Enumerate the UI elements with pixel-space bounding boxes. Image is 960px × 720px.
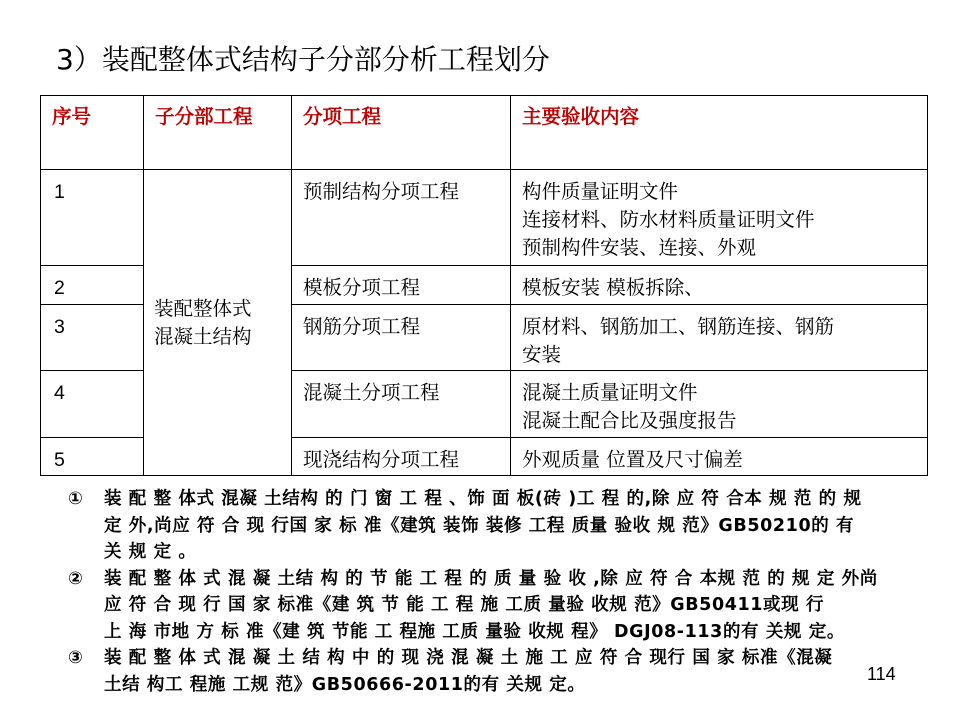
- sub-item-cell: 模板分项工程: [292, 266, 511, 305]
- header-sub-item: 分项工程: [292, 96, 511, 170]
- note-line: 装 配 整 体 式 混 凝 土 结 构 中 的 现 浇 混 凝 土 施 工 应 符 合 现行 国 家 标准《混凝: [104, 648, 833, 668]
- header-acceptance-content: 主要验收内容: [511, 96, 928, 170]
- note-line: 上 海 市地 方 标 准《建 筑 节能 工 程施 工质 量验 收规 程》 DGJ08-113的有 关规 定。: [104, 621, 845, 642]
- sub-division-cell: [144, 170, 292, 476]
- table-header-row: [41, 96, 928, 170]
- notes-list: [68, 486, 924, 698]
- note-item: [68, 566, 924, 646]
- content-line: 连接材料、防水材料质量证明文件: [522, 208, 815, 231]
- content-cell: [511, 170, 928, 266]
- sub-division-line: 装配整体式: [154, 296, 252, 320]
- note-line: 应 符 合 现 行 国 家 标准《建 筑 节 能 工 程 施 工质 量验 收规 范》GB50411或现 行: [104, 595, 825, 615]
- division-table: [40, 95, 928, 476]
- content-line: 混凝土质量证明文件: [522, 381, 698, 404]
- content-cell: [511, 266, 928, 305]
- content-line: 安装: [522, 343, 562, 366]
- note-line: 装 配 整 体 式 混 凝 土结 构 的 节 能 工 程 的 质 量 验 收 ,除 应 符 合 本规 范 的 规 定 外尚: [104, 568, 878, 589]
- note-line: 装 配 整 体式 混凝 土结构 的 门 窗 工 程 、饰 面 板(砖 )工 程 的,除 应 符 合本 规 范 的 规: [104, 489, 862, 509]
- note-item: [68, 645, 924, 698]
- note-marker: ①: [68, 489, 83, 509]
- content-line: 模板安装 模板拆除、: [522, 276, 704, 299]
- sub-item-cell: 钢筋分项工程: [292, 305, 511, 371]
- content-line: 混凝土配合比及强度报告: [522, 409, 737, 432]
- note-marker: ③: [68, 648, 83, 668]
- sub-item-cell: 预制结构分项工程: [292, 170, 511, 266]
- page-number: 114: [867, 664, 896, 684]
- sub-item-cell: 现浇结构分项工程: [292, 438, 511, 476]
- note-line: 土结 构工 程施 工规 范》GB50666-2011的有 关规 定。: [104, 674, 586, 695]
- content-line: 预制构件安装、连接、外观: [522, 236, 757, 259]
- note-marker: ②: [68, 568, 83, 589]
- row-number: 1: [41, 170, 144, 266]
- note-line: 定 外,尚应 符 合 现 行国 家 标 准《建筑 装饰 装修 工程 质量 验收 规 范》GB50210的 有: [104, 515, 855, 536]
- note-line: 关 规 定 。: [104, 542, 197, 562]
- slide-title: 3）装配整体式结构子分部分析工程划分: [56, 43, 550, 76]
- sub-division-line: 混凝土结构: [154, 324, 252, 348]
- sub-item-cell: 混凝土分项工程: [292, 371, 511, 438]
- header-serial: 序号: [41, 96, 144, 170]
- row-number: 2: [41, 266, 144, 305]
- content-cell: [511, 438, 928, 476]
- table-row: [41, 170, 928, 266]
- content-cell: [511, 305, 928, 371]
- content-cell: [511, 371, 928, 438]
- note-item: [68, 486, 924, 566]
- content-line: 构件质量证明文件: [522, 180, 679, 203]
- content-line: 原材料、钢筋加工、钢筋连接、钢筋: [522, 315, 835, 338]
- header-sub-division: 子分部工程: [144, 96, 292, 170]
- row-number: 4: [41, 371, 144, 438]
- content-line: 外观质量 位置及尺寸偏差: [522, 448, 743, 471]
- row-number: 5: [41, 438, 144, 476]
- row-number: 3: [41, 305, 144, 371]
